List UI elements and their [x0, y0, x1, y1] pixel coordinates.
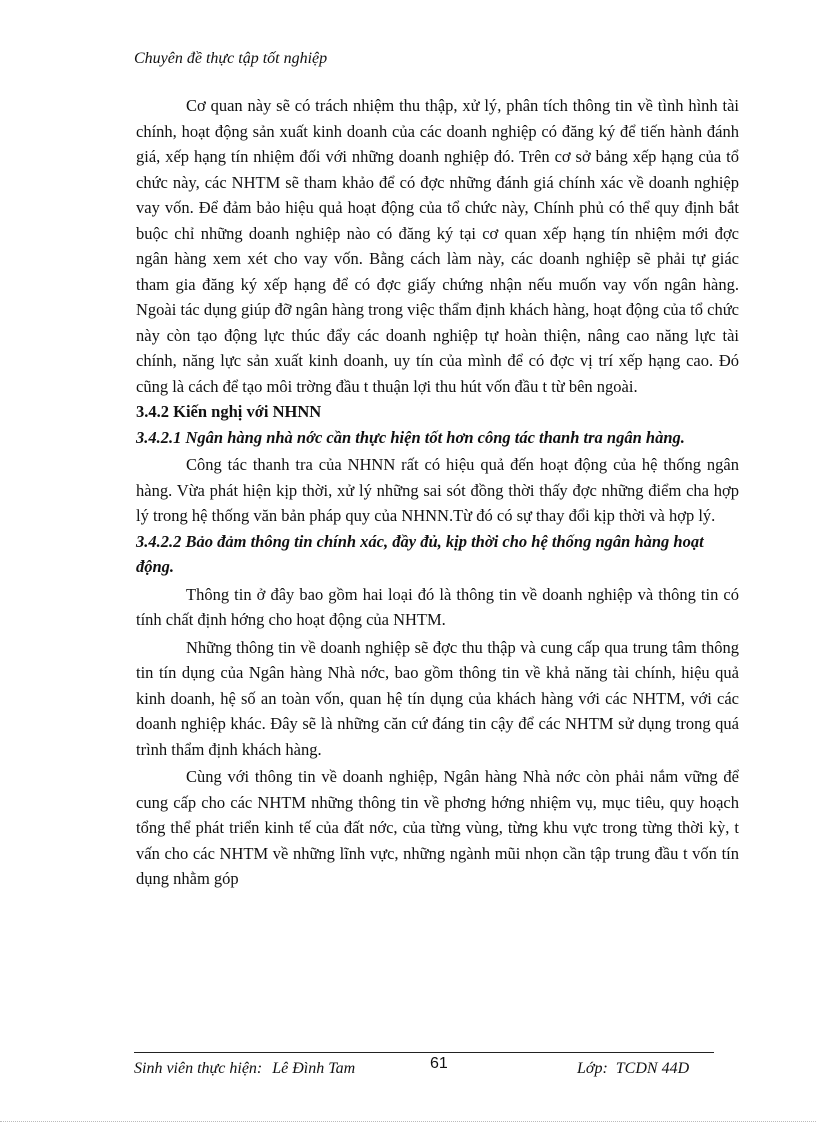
student-label: Sinh viên thực hiện: [134, 1060, 263, 1077]
footer-class [577, 1060, 689, 1078]
class-label: Lớp: [577, 1060, 608, 1077]
paragraph: Công tác thanh tra của NHNN rất có hiệu quả đến hoạt động của hệ thống ngân hàng. Vừa phát hiện kịp thời, xử lý những sai sót đồng thời thấy đợc những điểm cha hợp lý trong hệ thống văn bản pháp quy của NHNN.Từ đó có sự thay đổi kịp thời và hợp lý. [136, 455, 739, 525]
page-number: 61 [430, 1055, 448, 1072]
footer-rule [134, 1052, 714, 1053]
page-body [136, 93, 739, 892]
page-edge-divider [0, 1121, 816, 1122]
student-name: Lê Đình Tam [272, 1060, 356, 1077]
running-header: Chuyên đề thực tập tốt nghiệp [134, 50, 328, 67]
subsection-heading: 3.4.2.1 Ngân hàng nhà nớc cần thực hiện tốt hơn công tác thanh tra ngân hàng. [136, 427, 685, 447]
paragraph: Cùng với thông tin về doanh nghiệp, Ngân hàng Nhà nớc còn phải nắm vững để cung cấp cho các NHTM những thông tin về phơng hớng nhiệm vụ, mục tiêu, quy hoạch tổng thể phát triển kinh tế của đất nớc, của từng vùng, từng khu vực trong từng thời kỳ, t vấn cho các NHTM về những lĩnh vực, những ngành mũi nhọn cần tập trung đầu t vốn tín dụng nhằm góp [136, 767, 739, 888]
footer-student [134, 1060, 355, 1078]
class-value: TCDN 44D [615, 1060, 690, 1077]
paragraph: Cơ quan này sẽ có trách nhiệm thu thập, xử lý, phân tích thông tin về tình hình tài chính, hoạt động sản xuất kinh doanh của các doanh nghiệp có đăng ký để tiến hành đánh giá, xếp hạng tín nhiệm đối với những doanh nghiệp đó. Trên cơ sở bảng xếp hạng của tổ chức này, các NHTM sẽ tham khảo để có đợc những đánh giá chính xác về doanh nghiệp vay vốn. Để đảm bảo hiệu quả hoạt động của tổ chức này, Chính phủ có thể quy định bắt buộc chỉ những doanh nghiệp nào có đăng ký tại cơ quan xếp hạng tín nhiệm mới đợc ngân hàng xem xét cho vay vốn. Bằng cách làm này, các doanh nghiệp sẽ phải tự giác tham gia đăng ký xếp hạng để có đợc giấy chứng nhận nếu muốn vay vốn ngân hàng. Ngoài tác dụng giúp đỡ ngân hàng trong việc thẩm định khách hàng, hoạt động của tổ chức này còn tạo động lực thúc đẩy các doanh nghiệp tự hoàn thiện, nâng cao năng lực tài chính, năng lực sản xuất kinh doanh, uy tín của mình để có đợc vị trí xếp hạng cao. Đó cũng là cách để tạo môi trờng đầu t thuận lợi thu hút vốn đầu t từ bên ngoài. [136, 96, 739, 396]
paragraph: Những thông tin về doanh nghiệp sẽ đợc thu thập và cung cấp qua trung tâm thông tin tín dụng của Ngân hàng Nhà nớc, bao gồm thông tin về khả năng tài chính, hiệu quả kinh doanh, hệ số an toàn vốn, quan hệ tín dụng của khách hàng với các NHTM, với các doanh nghiệp khác. Đây sẽ là những căn cứ đáng tin cậy để các NHTM sử dụng trong quá trình thẩm định khách hàng. [136, 637, 739, 759]
paragraph: Thông tin ở đây bao gồm hai loại đó là thông tin về doanh nghiệp và thông tin có tính chất định hớng cho hoạt động của NHTM. [136, 584, 739, 629]
section-heading: 3.4.2 Kiến nghị với NHNN [136, 402, 322, 421]
subsection-heading: 3.4.2.2 Bảo đảm thông tin chính xác, đầy đủ, kịp thời cho hệ thống ngân hàng hoạt động. [136, 531, 704, 576]
